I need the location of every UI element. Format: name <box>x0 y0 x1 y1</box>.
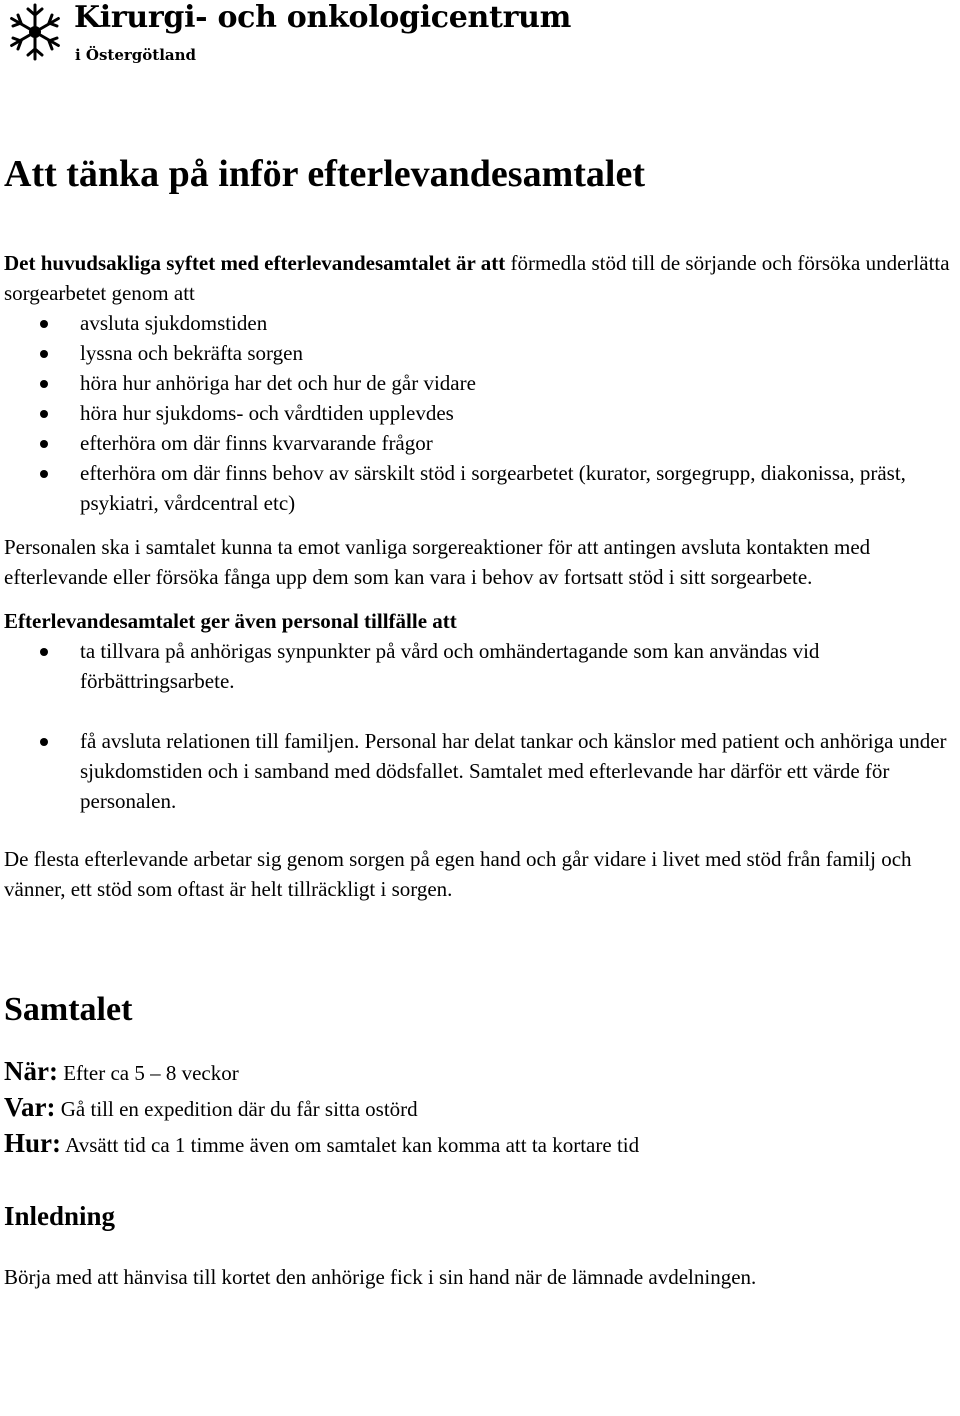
detail-value: Efter ca 5 – 8 veckor <box>57 1061 239 1085</box>
detail-key: Var: <box>4 1092 56 1122</box>
detail-value: Avsätt tid ca 1 timme även om samtalet kan komma att ta kortare tid <box>61 1133 640 1157</box>
intro-bold-text: Det huvudsakliga syftet med efterlevandesamtalet är att <box>4 251 506 275</box>
staff-list <box>4 636 960 816</box>
staff-paragraph: Personalen ska i samtalet kunna ta emot vanliga sorgereaktioner för att antingen avsluta kontakten med efterlevande eller försöka fånga upp dem som kan vara i behov av fortsatt stöd i sitt sorgearbete. <box>4 535 871 589</box>
organization-name: Kirurgi- och onkologicentrum <box>74 0 572 35</box>
bullet-icon <box>40 738 48 746</box>
bullet-icon <box>40 440 48 448</box>
bullet-icon <box>40 320 48 328</box>
list-item <box>4 338 960 368</box>
list-item-text: höra hur anhöriga har det och hur de går vidare <box>80 371 476 395</box>
list-item <box>4 726 960 816</box>
last-paragraph: Börja med att hänvisa till kortet den anhörige fick i sin hand när de lämnade avdelningen. <box>4 1265 757 1289</box>
bullet-icon <box>40 350 48 358</box>
bullet-icon <box>40 380 48 388</box>
snowflake-crest-icon <box>4 1 66 63</box>
list-item-text: avsluta sjukdomstiden <box>80 311 268 335</box>
list-item-text: ta tillvara på anhörigas synpunkter på vård och omhändertagande som kan användas vid förbättringsarbete. <box>80 639 820 693</box>
bullet-icon <box>40 470 48 478</box>
list-item <box>4 308 960 338</box>
staff-heading: Efterlevandesamtalet ger även personal tillfälle att <box>4 609 457 633</box>
list-item <box>4 398 960 428</box>
closing-paragraph: De flesta efterlevande arbetar sig genom sorgen på egen hand och går vidare i livet med stöd från familj och vänner, ett stöd som oftast är helt tillräckligt i sorgen. <box>4 847 912 901</box>
list-item <box>4 636 960 696</box>
detail-row <box>4 1126 960 1162</box>
list-item <box>4 428 960 458</box>
list-item-text: höra hur sjukdoms- och vårdtiden upplevdes <box>80 401 454 425</box>
intro-rest-text: förmedla stöd till de sörjande och försöka underlätta sorgearbetet genom att <box>4 251 950 305</box>
list-item-text: efterhöra om där finns behov av särskilt stöd i sorgearbetet (kurator, sorgegrupp, diakonissa, präst, psykiatri, vårdcentral etc) <box>80 461 906 515</box>
purpose-list <box>4 308 960 518</box>
subsection-title: Inledning <box>4 1201 116 1231</box>
section-title: Samtalet <box>4 991 133 1028</box>
page-title: Att tänka på inför efterlevandesamtalet <box>4 153 645 195</box>
bullet-icon <box>40 648 48 656</box>
intro-paragraph <box>4 248 960 308</box>
detail-key: Hur: <box>4 1128 61 1158</box>
list-item-text: efterhöra om där finns kvarvarande frågor <box>80 431 433 455</box>
detail-row <box>4 1054 960 1090</box>
detail-row <box>4 1090 960 1126</box>
details-list <box>4 1054 960 1162</box>
detail-key: När: <box>4 1056 58 1086</box>
detail-value: Gå till en expedition där du får sitta ostörd <box>55 1097 418 1121</box>
list-item-text: lyssna och bekräfta sorgen <box>80 341 303 365</box>
bullet-icon <box>40 410 48 418</box>
list-item-text: få avsluta relationen till familjen. Personal har delat tankar och känslor med patient och anhöriga under sjukdomstiden och i samband med dödsfallet. Samtalet med efterlevande har därför ett värde för personalen. <box>80 729 947 813</box>
organization-region: i Östergötland <box>75 46 197 64</box>
document-body <box>4 150 960 1292</box>
list-item <box>4 368 960 398</box>
list-item <box>4 458 960 518</box>
document-header <box>4 0 704 70</box>
